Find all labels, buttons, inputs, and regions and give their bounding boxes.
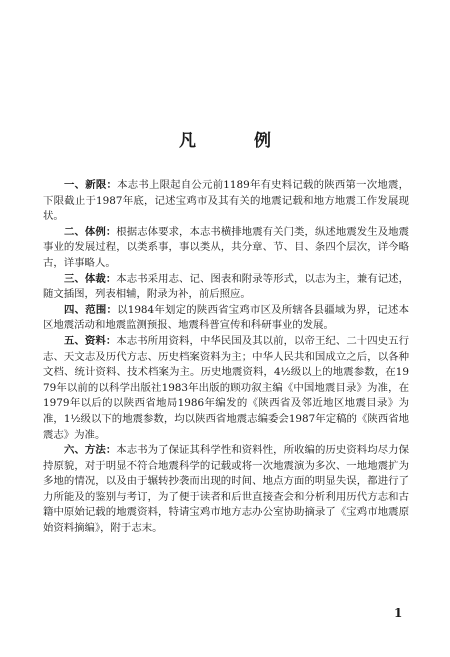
paragraph-method	[43, 443, 409, 537]
paragraph-text: 以1984年划定的陕西省宝鸡市区及所辖各县疆域为界，记述本区地震活动和地震监测预报、地震科普宣传和科研事业的发展。	[43, 303, 409, 332]
paragraph-format	[43, 225, 409, 272]
paragraph-heading: 五、资料：	[64, 334, 117, 347]
page-title: 凡 例	[179, 131, 297, 151]
paragraph-text: 根据志体要求，本志书横排地震有关门类，纵述地震发生及地震事业的发展过程，以类系事，事以类从，共分章、节、目、条四个层次，详今略古，详事略人。	[43, 225, 410, 269]
paragraph-heading: 三、体裁：	[64, 272, 117, 285]
page-number: 1	[394, 606, 403, 620]
paragraph-text: 本志书采用志、记、图表和附录等形式，以志为主，兼有记述，随文插图，列表相辅，附录为补，前后照应。	[43, 272, 410, 301]
paragraph-text: 本志书为了保证其科学性和资料性，所收编的历史资料均尽力保持原貌，对于明显不符合地震科学的记载或将一次地震演为多次、一地地震扩为多地的情况，以及由于辗转抄袭而出现的时间、地点方面的明显失误，都进行了力所能及的鉴别与考订，为了便于读者和后世直接查会和分析利用历代方志和古籍中原始记载的地震资料，特请宝鸡市地方志办公室协助摘录了《宝鸡市地震原始资料摘编》，附于志末。	[43, 444, 410, 535]
document-body	[43, 178, 409, 537]
paragraph-range	[43, 303, 409, 334]
paragraph-text: 本志书上限起自公元前1189年有史料记载的陕西第一次地震，下限截止于1987年底，记述宝鸡市及其有关的地震记载和地方地震工作发展现状。	[43, 179, 409, 223]
paragraph-heading: 一、新限：	[64, 179, 118, 191]
paragraph-sources	[43, 334, 409, 443]
paragraph-genre	[43, 272, 409, 303]
paragraph-text: 本志书所用资料，中华民国及其以前，以帝王纪、二十四史五行志、天文志及历代方志、历史档案资料为主；中华人民共和国成立之后，以各种文档、统计资料、技术档案为主。历史地震资料，4½级以上的地震参数，在1979年以前的以科学出版社1983年出版的顾功叙主编《中国地震目录》为准，在1979年以后的以陕西省地局1986年编发的《陕西省及邻近地区地震目录》为准，1½级以下的地震参数，均以陕西省地震志编委会1987年定稿的《陕西省地震志》为准。	[43, 334, 410, 441]
paragraph-heading: 四、范围：	[64, 303, 118, 316]
paragraph-heading: 六、方法：	[64, 444, 117, 457]
paragraph-scope	[43, 178, 409, 225]
paragraph-heading: 二、体例：	[64, 225, 117, 238]
